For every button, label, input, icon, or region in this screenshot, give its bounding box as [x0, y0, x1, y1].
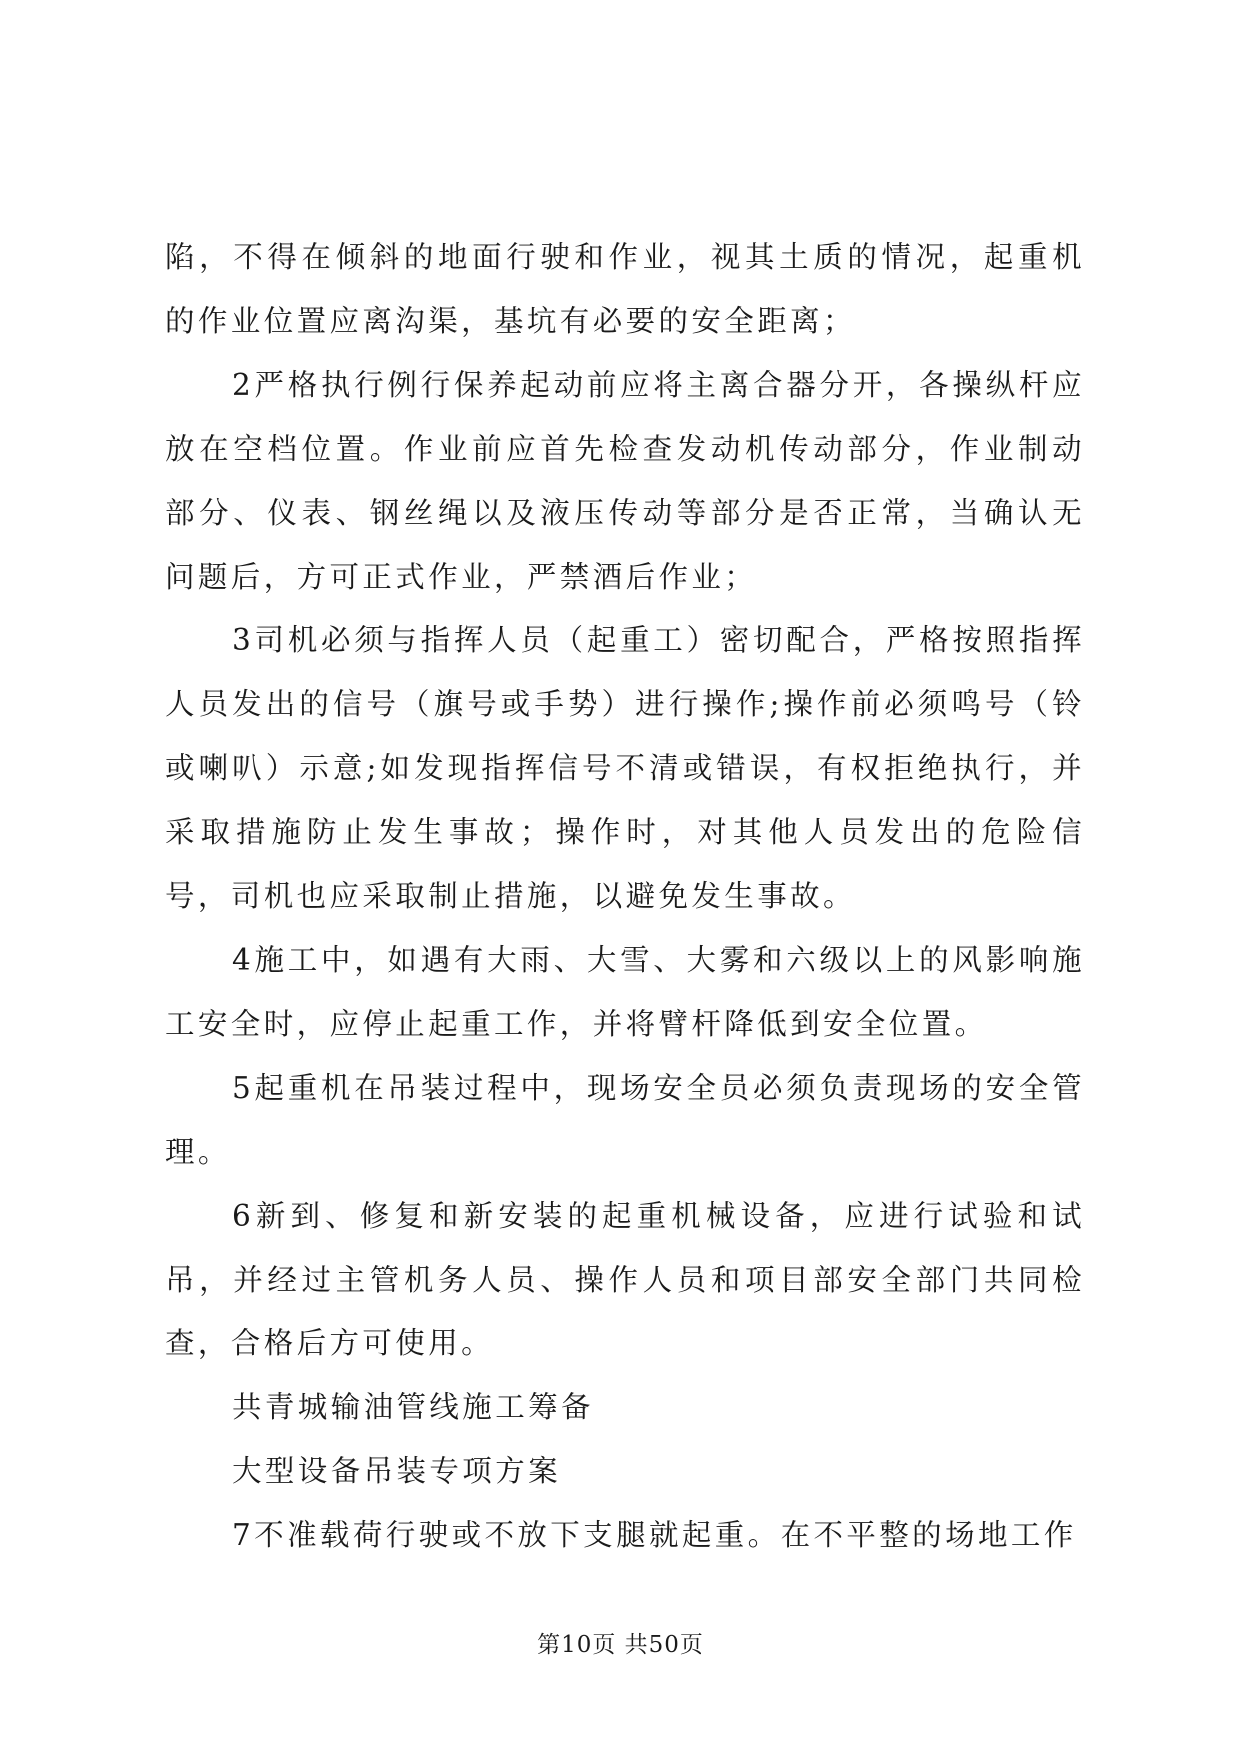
- paragraph-item-6: 6新到、修复和新安装的起重机械设备，应进行试验和试吊，并经过主管机务人员、操作人员和项目部安全部门共同检查，合格后方可使用。: [165, 1198, 1085, 1361]
- paragraph-item-3: 3司机必须与指挥人员（起重工）密切配合，严格按照指挥人员发出的信号（旗号或手势）进行操作;操作前必须鸣号（铃或喇叭）示意;如发现指挥信号不清或错误，有权拒绝执行，并采取措施防止发生事故；操作时，对其他人员发出的危险信号，司机也应采取制止措施，以避免发生事故。: [165, 623, 1085, 914]
- document-body: [165, 226, 1085, 1568]
- page-number-footer: 第10页 共50页: [537, 1632, 704, 1658]
- paragraph-item-5: 5起重机在吊装过程中，现场安全员必须负责现场的安全管理。: [165, 1070, 1085, 1169]
- paragraph-item-7: 7不准载荷行驶或不放下支腿就起重。在不平整的场地工作: [232, 1518, 1077, 1553]
- section-heading-plan: 大型设备吊装专项方案: [232, 1454, 562, 1489]
- section-heading-project: 共青城输油管线施工筹备: [232, 1390, 594, 1425]
- paragraph-item-2: 2严格执行例行保养起动前应将主离合器分开，各操纵杆应放在空档位置。作业前应首先检查发动机传动部分，作业制动部分、仪表、钢丝绳以及液压传动等部分是否正常，当确认无问题后，方可正式作业，严禁酒后作业；: [165, 367, 1085, 594]
- paragraph-item-4: 4施工中，如遇有大雨、大雪、大雾和六级以上的风影响施工安全时，应停止起重工作，并将臂杆降低到安全位置。: [165, 942, 1085, 1041]
- paragraph-continued: 陷，不得在倾斜的地面行驶和作业，视其土质的情况，起重机的作业位置应离沟渠，基坑有必要的安全距离；: [165, 240, 1085, 338]
